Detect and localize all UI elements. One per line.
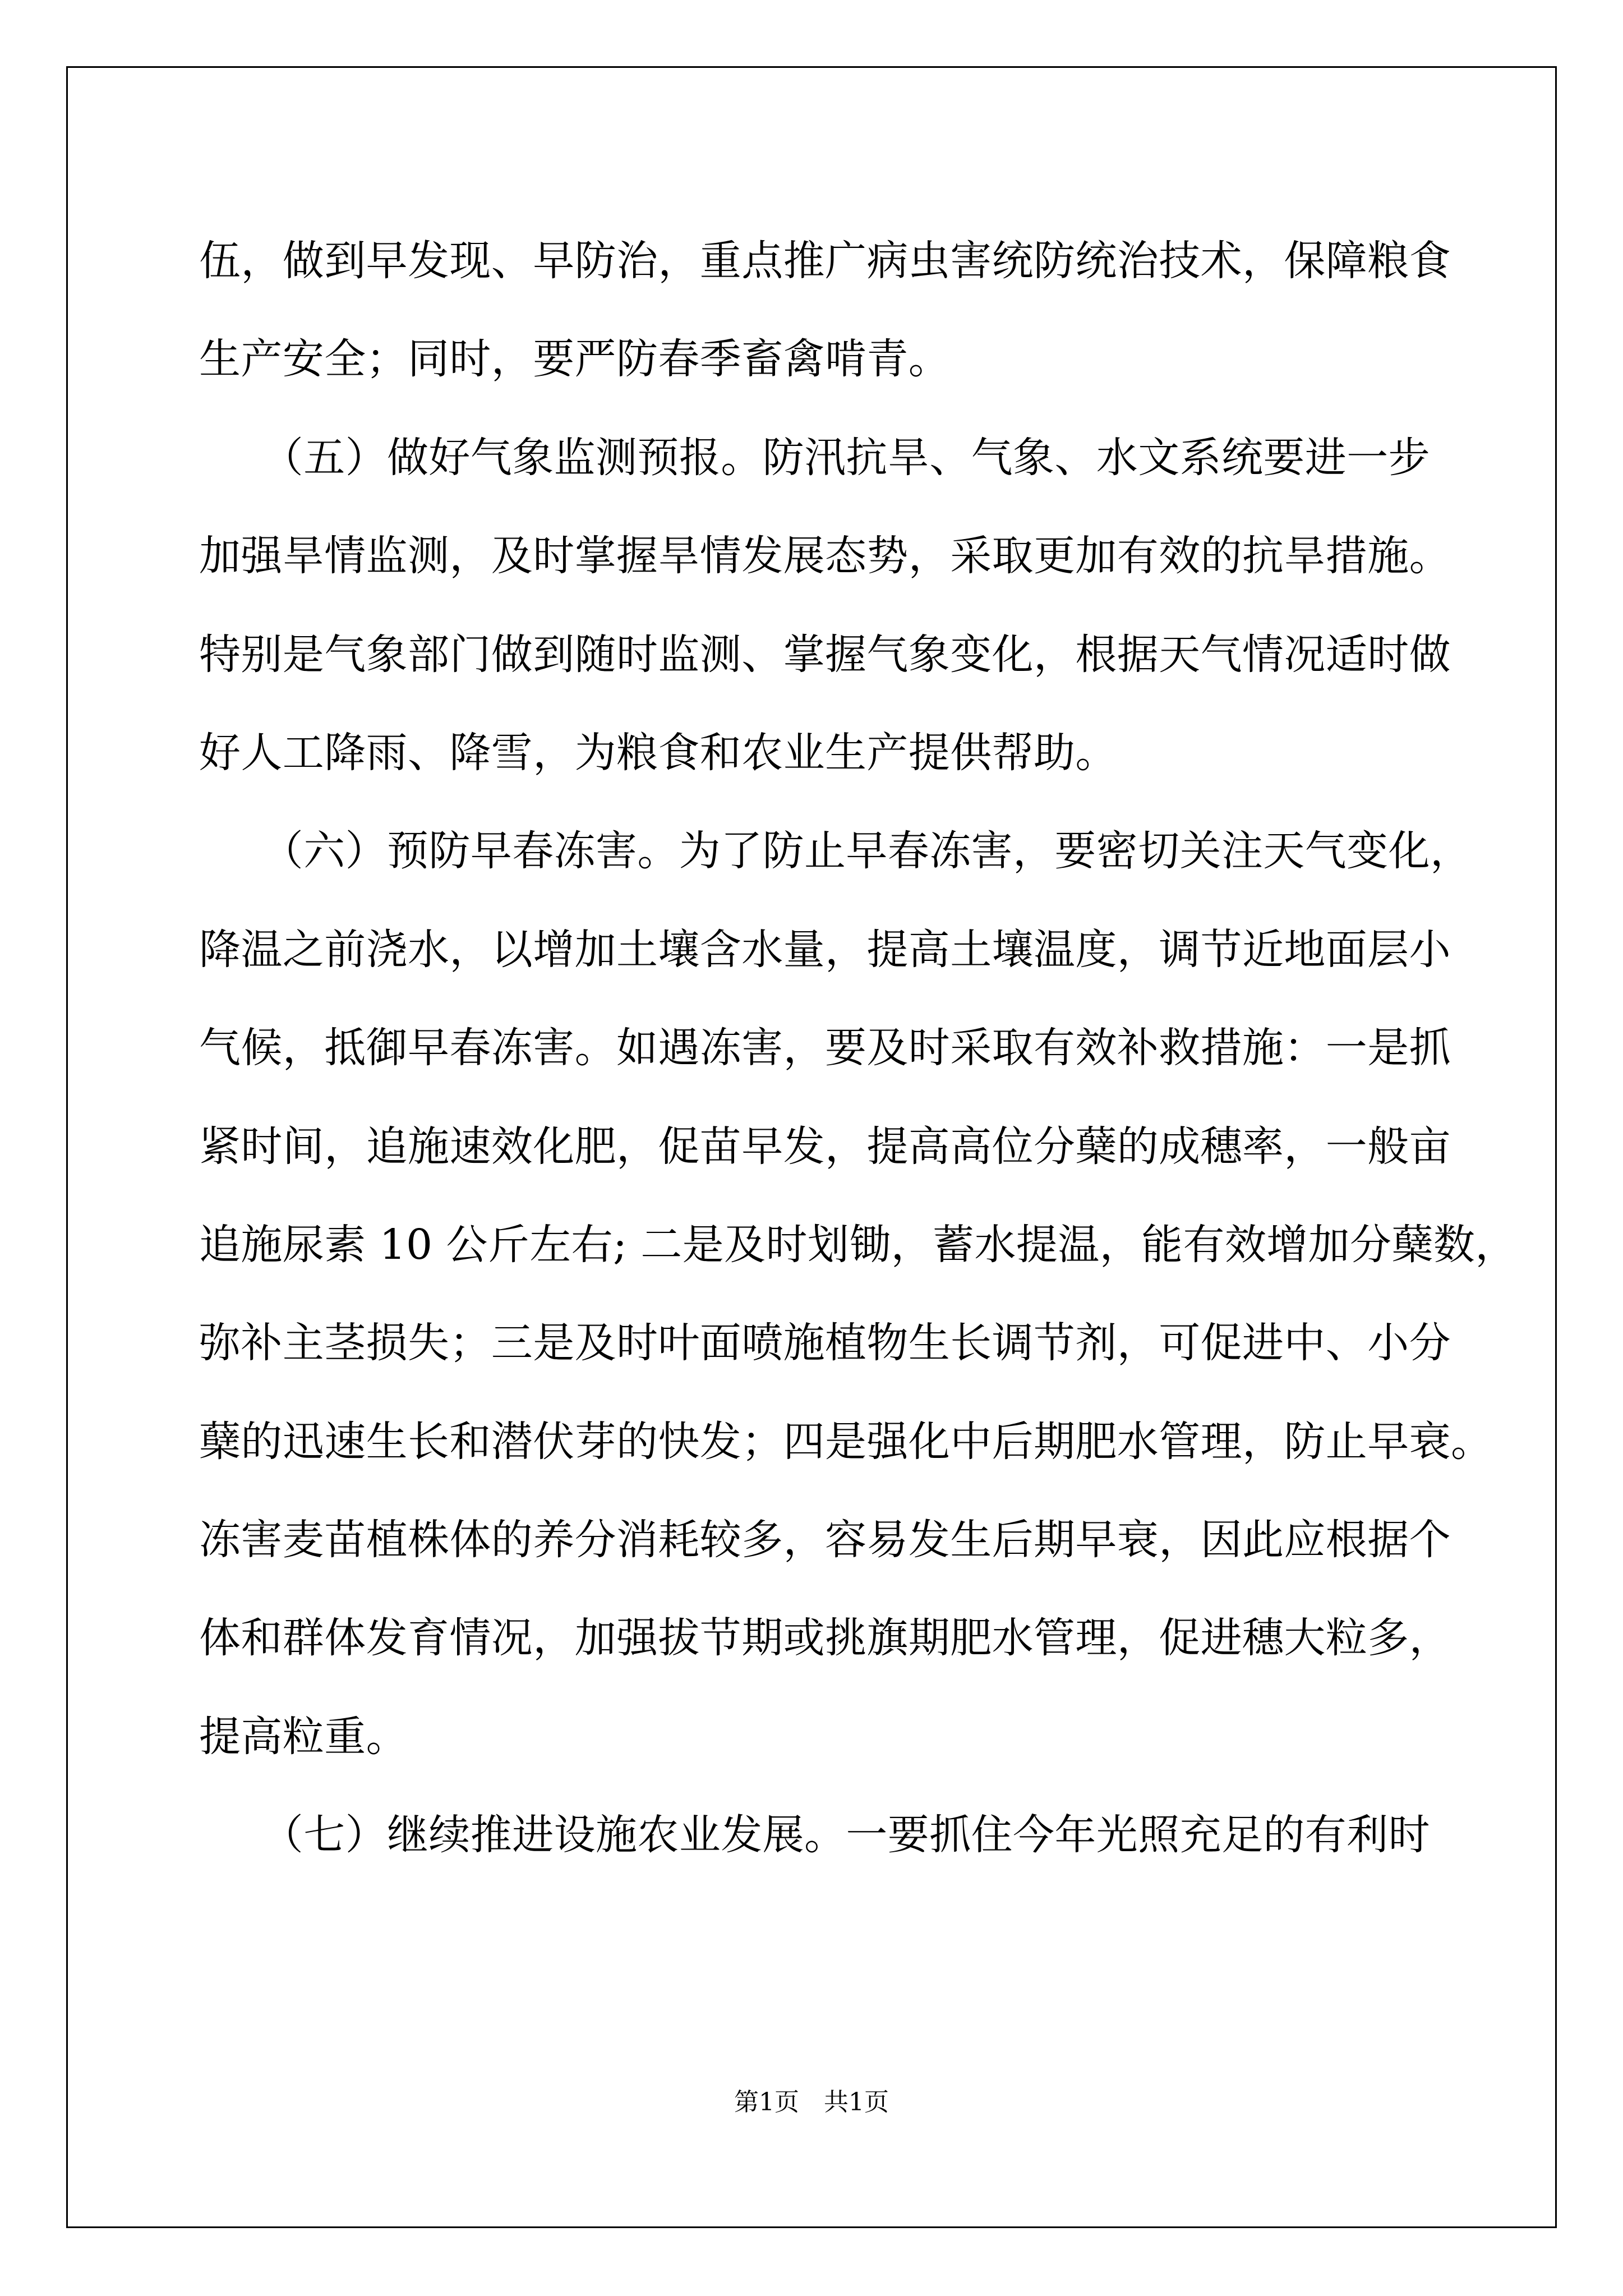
text-line: 冻害麦苗植株体的养分消耗较多，容易发生后期早衰，因此应根据个 (199, 1516, 1451, 1565)
text-line: （五）做好气象监测预报。防汛抗旱、气象、水文系统要进一步 (199, 433, 1430, 482)
text-line: 降温之前浇水，以增加土壤含水量，提高土壤温度，调节近地面层小 (199, 925, 1451, 974)
text-line: 蘖的迅速生长和潜伏芽的快发；四是强化中后期肥水管理，防止早衰。 (199, 1417, 1493, 1466)
text-line: 好人工降雨、降雪，为粮食和农业生产提供帮助。 (199, 728, 1117, 777)
text-line: 伍，做到早发现、早防治，重点推广病虫害统防统治技术，保障粮食 (199, 237, 1451, 285)
text-line: 加强旱情监测，及时掌握旱情发展态势，采取更加有效的抗旱措施。 (199, 532, 1451, 581)
text-line: 特别是气象部门做到随时监测、掌握气象变化，根据天气情况适时做 (199, 630, 1451, 679)
text-line: （六）预防早春冻害。为了防止早春冻害，要密切关注天气变化， (199, 827, 1472, 876)
text-line: 气候，抵御早春冻害。如遇冻害，要及时采取有效补救措施：一是抓 (199, 1024, 1451, 1073)
page-footer: 第1页 共1页 (734, 2088, 889, 2116)
text-line: 提高粒重。 (199, 1712, 408, 1761)
document-body (199, 212, 1517, 1885)
text-line: 生产安全；同时，要严防春季畜禽啃青。 (199, 335, 951, 384)
text-line: 追施尿素 10 公斤左右; 二是及时划锄，蓄水提温，能有效增加分蘖数， (199, 1220, 1517, 1269)
text-line: 紧时间，追施速效化肥，促苗早发，提高高位分蘖的成穗率，一般亩 (199, 1122, 1451, 1171)
text-line: 体和群体发育情况，加强拔节期或挑旗期肥水管理，促进穗大粒多， (199, 1614, 1451, 1663)
text-line: （七）继续推进设施农业发展。一要抓住今年光照充足的有利时 (199, 1811, 1430, 1860)
text-line: 弥补主茎损失；三是及时叶面喷施植物生长调节剂，可促进中、小分 (199, 1319, 1451, 1368)
